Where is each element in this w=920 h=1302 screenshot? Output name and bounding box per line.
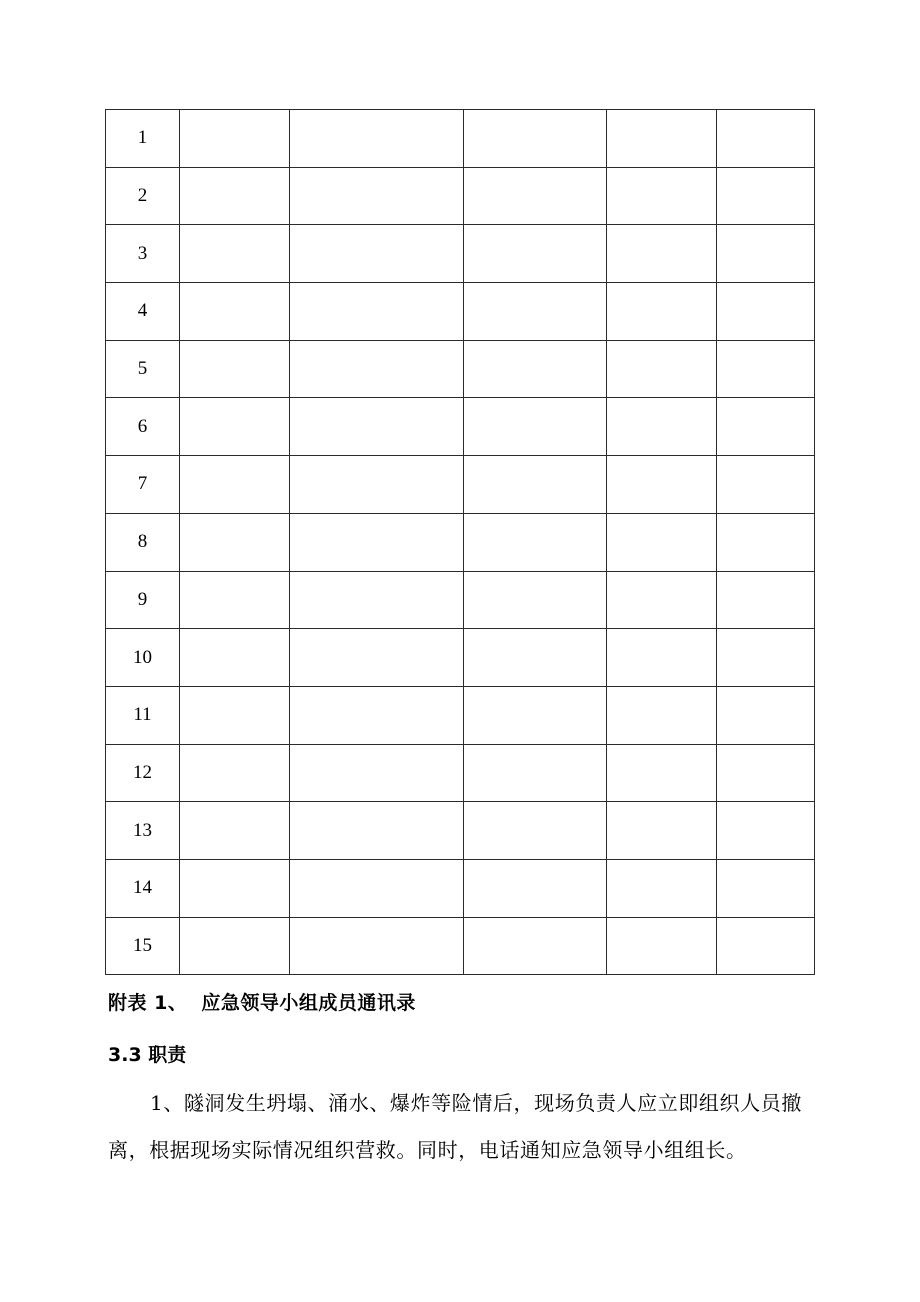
- empty-cell: [607, 571, 717, 629]
- empty-cell: [717, 513, 815, 571]
- row-number-cell: 12: [106, 744, 180, 802]
- empty-cell: [464, 629, 607, 687]
- empty-cell: [464, 167, 607, 225]
- row-number-cell: 11: [106, 686, 180, 744]
- row-number-cell: 1: [106, 110, 180, 168]
- empty-cell: [180, 225, 290, 283]
- empty-cell: [607, 340, 717, 398]
- row-number-cell: 15: [106, 917, 180, 975]
- row-number-cell: 2: [106, 167, 180, 225]
- empty-cell: [717, 398, 815, 456]
- table-row: [106, 398, 815, 456]
- empty-cell: [464, 744, 607, 802]
- empty-cell: [180, 110, 290, 168]
- empty-cell: [464, 340, 607, 398]
- empty-cell: [717, 571, 815, 629]
- table-row: [106, 917, 815, 975]
- empty-cell: [717, 110, 815, 168]
- empty-cell: [464, 917, 607, 975]
- empty-cell: [180, 167, 290, 225]
- empty-cell: [180, 744, 290, 802]
- empty-cell: [290, 744, 464, 802]
- empty-cell: [607, 283, 717, 341]
- empty-cell: [607, 110, 717, 168]
- empty-cell: [464, 802, 607, 860]
- empty-cell: [464, 859, 607, 917]
- empty-cell: [607, 167, 717, 225]
- caption-label: 附表 1、: [108, 992, 188, 1014]
- table-row: [106, 456, 815, 514]
- empty-cell: [180, 629, 290, 687]
- empty-cell: [180, 456, 290, 514]
- empty-cell: [717, 917, 815, 975]
- empty-cell: [464, 513, 607, 571]
- empty-cell: [290, 283, 464, 341]
- row-number-cell: 3: [106, 225, 180, 283]
- empty-cell: [717, 859, 815, 917]
- table-row: [106, 340, 815, 398]
- empty-cell: [607, 629, 717, 687]
- empty-cell: [607, 686, 717, 744]
- empty-cell: [607, 859, 717, 917]
- empty-cell: [717, 686, 815, 744]
- empty-cell: [607, 744, 717, 802]
- empty-cell: [464, 225, 607, 283]
- empty-cell: [717, 456, 815, 514]
- empty-cell: [464, 456, 607, 514]
- empty-cell: [717, 802, 815, 860]
- empty-cell: [717, 283, 815, 341]
- empty-cell: [717, 744, 815, 802]
- table-row: [106, 167, 815, 225]
- empty-cell: [290, 917, 464, 975]
- empty-cell: [180, 686, 290, 744]
- empty-cell: [607, 917, 717, 975]
- empty-cell: [717, 167, 815, 225]
- empty-cell: [290, 398, 464, 456]
- empty-cell: [464, 398, 607, 456]
- empty-cell: [290, 456, 464, 514]
- empty-cell: [180, 571, 290, 629]
- table-row: [106, 686, 815, 744]
- empty-cell: [290, 340, 464, 398]
- table-row: [106, 802, 815, 860]
- row-number-cell: 13: [106, 802, 180, 860]
- empty-cell: [607, 398, 717, 456]
- row-number-cell: 9: [106, 571, 180, 629]
- row-number-cell: 6: [106, 398, 180, 456]
- empty-cell: [290, 686, 464, 744]
- empty-cell: [180, 513, 290, 571]
- contact-table: [105, 109, 815, 975]
- row-number-cell: 4: [106, 283, 180, 341]
- empty-cell: [290, 802, 464, 860]
- empty-cell: [180, 398, 290, 456]
- empty-cell: [180, 802, 290, 860]
- empty-cell: [464, 571, 607, 629]
- empty-cell: [180, 340, 290, 398]
- table-row: [106, 513, 815, 571]
- row-number-cell: 10: [106, 629, 180, 687]
- caption-title: 应急领导小组成员通讯录: [201, 992, 416, 1014]
- empty-cell: [717, 225, 815, 283]
- empty-cell: [290, 167, 464, 225]
- table-row: [106, 110, 815, 168]
- body-paragraph: 1、隧洞发生坍塌、涌水、爆炸等险情后，现场负责人应立即组织人员撤离，根据现场实际情况组织营救。同时，电话通知应急领导小组组长。: [108, 1091, 802, 1162]
- empty-cell: [607, 513, 717, 571]
- empty-cell: [717, 340, 815, 398]
- table-row: [106, 744, 815, 802]
- table-caption: [108, 988, 416, 1015]
- section-heading: 3.3 职责: [108, 1044, 187, 1066]
- empty-cell: [464, 283, 607, 341]
- empty-cell: [180, 859, 290, 917]
- empty-cell: [464, 110, 607, 168]
- row-number-cell: 5: [106, 340, 180, 398]
- empty-cell: [290, 859, 464, 917]
- empty-cell: [607, 456, 717, 514]
- empty-cell: [607, 802, 717, 860]
- table-row: [106, 859, 815, 917]
- empty-cell: [290, 629, 464, 687]
- empty-cell: [290, 571, 464, 629]
- table-row: [106, 283, 815, 341]
- table-row: [106, 629, 815, 687]
- table-row: [106, 571, 815, 629]
- empty-cell: [290, 110, 464, 168]
- table-row: [106, 225, 815, 283]
- empty-cell: [180, 917, 290, 975]
- empty-cell: [290, 513, 464, 571]
- empty-cell: [464, 686, 607, 744]
- row-number-cell: 8: [106, 513, 180, 571]
- empty-cell: [290, 225, 464, 283]
- empty-cell: [180, 283, 290, 341]
- empty-cell: [607, 225, 717, 283]
- row-number-cell: 14: [106, 859, 180, 917]
- empty-cell: [717, 629, 815, 687]
- row-number-cell: 7: [106, 456, 180, 514]
